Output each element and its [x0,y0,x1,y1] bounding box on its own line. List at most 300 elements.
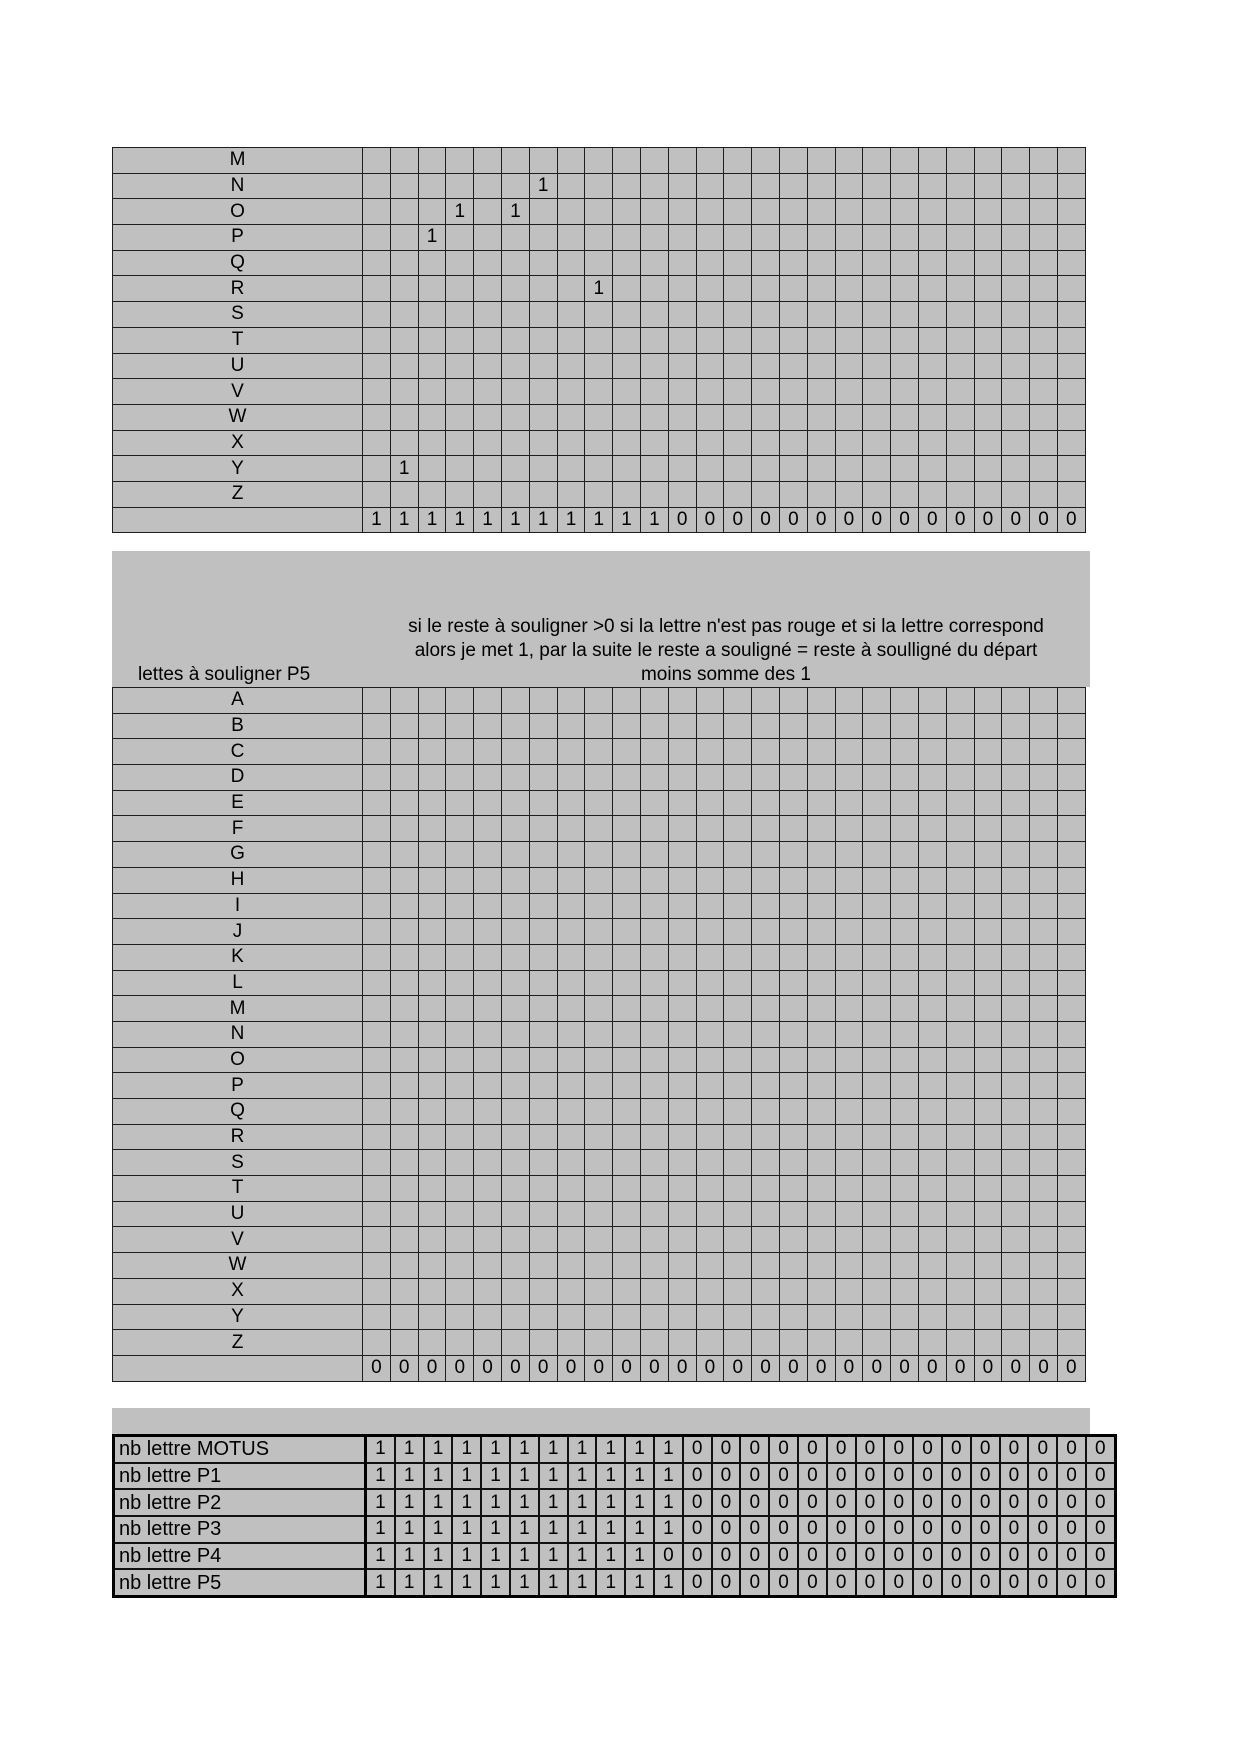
grid-cell[interactable] [501,816,529,842]
grid-cell[interactable] [918,199,946,225]
grid-cell[interactable] [835,1124,863,1150]
grid-cell[interactable]: 0 [740,1489,769,1516]
grid-cell[interactable]: 0 [827,1569,856,1596]
grid-cell[interactable]: 0 [712,1543,741,1570]
grid-cell[interactable]: 1 [418,507,446,533]
grid-cell[interactable] [501,327,529,353]
grid-cell[interactable] [918,1227,946,1253]
grid-cell[interactable]: 0 [913,1489,942,1516]
grid-cell[interactable] [946,765,974,791]
grid-cell[interactable] [640,1278,668,1304]
grid-cell[interactable]: 0 [769,1543,798,1570]
grid-cell[interactable]: 0 [798,1516,827,1543]
grid-cell[interactable] [696,1278,724,1304]
grid-cell[interactable] [807,456,835,482]
grid-cell[interactable] [418,1150,446,1176]
grid-cell[interactable] [474,1201,502,1227]
grid-cell[interactable] [1057,1278,1085,1304]
grid-cell[interactable] [1057,1227,1085,1253]
grid-cell[interactable] [946,276,974,302]
grid-cell[interactable] [752,1150,780,1176]
grid-cell[interactable] [891,765,919,791]
row-label[interactable]: X [113,1278,363,1304]
grid-cell[interactable] [363,842,391,868]
grid-cell[interactable]: 1 [585,276,613,302]
grid-cell[interactable] [668,1201,696,1227]
grid-cell[interactable] [640,919,668,945]
grid-cell[interactable] [363,1227,391,1253]
grid-cell[interactable] [863,816,891,842]
grid-cell[interactable]: 1 [366,1436,395,1463]
grid-cell[interactable] [1057,919,1085,945]
grid-cell[interactable] [474,1150,502,1176]
grid-cell[interactable]: 1 [510,1436,539,1463]
grid-cell[interactable] [418,765,446,791]
grid-cell[interactable]: 1 [568,1489,597,1516]
grid-cell[interactable] [1030,1201,1058,1227]
grid-cell[interactable] [863,430,891,456]
grid-cell[interactable] [891,430,919,456]
row-label[interactable]: Z [113,1330,363,1356]
grid-cell[interactable] [529,713,557,739]
grid-cell[interactable] [474,353,502,379]
grid-cell[interactable] [501,379,529,405]
grid-cell[interactable] [863,688,891,714]
grid-cell[interactable]: 0 [946,507,974,533]
grid-cell[interactable]: 0 [769,1516,798,1543]
grid-cell[interactable] [807,353,835,379]
grid-cell[interactable] [363,1021,391,1047]
grid-cell[interactable] [613,1099,641,1125]
grid-cell[interactable] [529,790,557,816]
grid-cell[interactable] [390,1330,418,1356]
grid-cell[interactable] [668,327,696,353]
grid-cell[interactable] [696,765,724,791]
grid-cell[interactable] [585,456,613,482]
grid-cell[interactable] [891,1124,919,1150]
grid-cell[interactable]: 1 [424,1569,453,1596]
grid-cell[interactable] [752,302,780,328]
grid-cell[interactable] [752,1073,780,1099]
grid-cell[interactable] [891,739,919,765]
grid-cell[interactable] [974,713,1002,739]
grid-cell[interactable] [446,1176,474,1202]
grid-cell[interactable] [807,893,835,919]
grid-cell[interactable] [1057,199,1085,225]
grid-cell[interactable] [1030,148,1058,174]
grid-cell[interactable] [946,225,974,251]
grid-cell[interactable] [446,302,474,328]
grid-cell[interactable] [501,1124,529,1150]
grid-cell[interactable] [390,816,418,842]
grid-cell[interactable] [1002,1330,1030,1356]
grid-cell[interactable] [1057,790,1085,816]
grid-cell[interactable]: 0 [891,507,919,533]
grid-cell[interactable] [363,1304,391,1330]
grid-cell[interactable]: 1 [501,507,529,533]
grid-cell[interactable] [1057,173,1085,199]
grid-cell[interactable] [1030,353,1058,379]
grid-cell[interactable]: 0 [913,1436,942,1463]
grid-cell[interactable] [363,430,391,456]
grid-cell[interactable] [390,379,418,405]
grid-cell[interactable] [613,1253,641,1279]
row-label[interactable]: U [113,353,363,379]
grid-cell[interactable] [585,1304,613,1330]
grid-cell[interactable] [446,1047,474,1073]
grid-cell[interactable] [918,250,946,276]
grid-cell[interactable] [668,1021,696,1047]
grid-cell[interactable] [446,1099,474,1125]
grid-cell[interactable] [585,996,613,1022]
grid-cell[interactable] [668,970,696,996]
grid-cell[interactable]: 1 [568,1463,597,1490]
grid-cell[interactable] [640,1047,668,1073]
grid-cell[interactable] [974,1330,1002,1356]
grid-cell[interactable]: 0 [1002,507,1030,533]
grid-cell[interactable]: 0 [827,1463,856,1490]
grid-cell[interactable] [557,199,585,225]
grid-cell[interactable] [613,481,641,507]
grid-cell[interactable] [807,919,835,945]
grid-cell[interactable] [1002,1150,1030,1176]
grid-cell[interactable] [752,481,780,507]
grid-cell[interactable] [585,173,613,199]
grid-cell[interactable] [891,944,919,970]
grid-cell[interactable]: 0 [683,1516,712,1543]
grid-cell[interactable]: 0 [971,1569,1000,1596]
grid-cell[interactable]: 0 [942,1543,971,1570]
grid-cell[interactable] [974,739,1002,765]
grid-cell[interactable] [640,1124,668,1150]
grid-cell[interactable] [974,1099,1002,1125]
grid-cell[interactable] [807,816,835,842]
grid-cell[interactable]: 0 [752,1355,780,1381]
grid-cell[interactable] [613,302,641,328]
grid-cell[interactable]: 1 [529,507,557,533]
grid-cell[interactable] [363,944,391,970]
grid-cell[interactable] [613,765,641,791]
grid-cell[interactable]: 0 [856,1436,885,1463]
grid-cell[interactable] [446,1253,474,1279]
grid-cell[interactable] [529,1073,557,1099]
grid-cell[interactable]: 1 [452,1463,481,1490]
grid-cell[interactable] [474,688,502,714]
grid-cell[interactable] [585,481,613,507]
grid-cell[interactable] [807,1201,835,1227]
grid-cell[interactable] [1030,790,1058,816]
grid-cell[interactable] [974,1176,1002,1202]
grid-cell[interactable] [696,1227,724,1253]
grid-cell[interactable] [891,353,919,379]
grid-cell[interactable] [946,867,974,893]
grid-cell[interactable]: 0 [712,1489,741,1516]
grid-cell[interactable] [779,790,807,816]
grid-cell[interactable] [696,148,724,174]
grid-cell[interactable] [1057,302,1085,328]
grid-cell[interactable] [779,404,807,430]
grid-cell[interactable]: 1 [625,1436,654,1463]
grid-cell[interactable] [474,1227,502,1253]
grid-cell[interactable] [1002,790,1030,816]
grid-cell[interactable] [557,842,585,868]
grid-cell[interactable] [918,1150,946,1176]
grid-cell[interactable] [918,816,946,842]
grid-cell[interactable] [640,944,668,970]
grid-cell[interactable] [974,250,1002,276]
grid-cell[interactable] [1030,739,1058,765]
grid-cell[interactable] [529,1304,557,1330]
grid-cell[interactable] [640,481,668,507]
grid-cell[interactable] [474,944,502,970]
grid-cell[interactable] [863,276,891,302]
grid-cell[interactable] [363,790,391,816]
grid-cell[interactable] [835,713,863,739]
grid-cell[interactable]: 0 [1057,1516,1086,1543]
grid-cell[interactable]: 0 [942,1463,971,1490]
grid-cell[interactable] [640,1021,668,1047]
grid-cell[interactable] [474,173,502,199]
grid-cell[interactable] [1002,893,1030,919]
grid-cell[interactable] [557,739,585,765]
grid-cell[interactable] [779,1150,807,1176]
grid-cell[interactable]: 1 [654,1569,683,1596]
grid-cell[interactable]: 0 [971,1436,1000,1463]
grid-cell[interactable] [668,739,696,765]
grid-cell[interactable] [891,996,919,1022]
grid-cell[interactable] [585,430,613,456]
grid-cell[interactable]: 0 [1057,1569,1086,1596]
grid-cell[interactable] [974,996,1002,1022]
grid-cell[interactable] [807,1304,835,1330]
grid-cell[interactable] [418,1021,446,1047]
grid-cell[interactable] [918,379,946,405]
grid-cell[interactable] [724,379,752,405]
grid-cell[interactable] [501,1278,529,1304]
grid-cell[interactable]: 1 [596,1516,625,1543]
grid-cell[interactable] [474,1176,502,1202]
grid-cell[interactable]: 1 [654,1436,683,1463]
grid-cell[interactable] [613,456,641,482]
grid-cell[interactable] [891,481,919,507]
grid-cell[interactable] [891,842,919,868]
grid-cell[interactable] [1030,379,1058,405]
row-label[interactable]: O [113,199,363,225]
grid-cell[interactable] [918,353,946,379]
grid-cell[interactable] [557,148,585,174]
grid-cell[interactable] [640,713,668,739]
grid-cell[interactable] [585,250,613,276]
grid-cell[interactable] [863,1099,891,1125]
grid-cell[interactable] [668,148,696,174]
grid-cell[interactable]: 0 [918,1355,946,1381]
grid-cell[interactable]: 0 [1028,1463,1057,1490]
grid-cell[interactable] [501,1304,529,1330]
grid-cell[interactable] [1030,944,1058,970]
grid-cell[interactable] [418,713,446,739]
grid-cell[interactable] [752,893,780,919]
grid-cell[interactable] [613,276,641,302]
row-label[interactable]: J [113,919,363,945]
grid-cell[interactable]: 0 [884,1569,913,1596]
grid-cell[interactable] [363,1201,391,1227]
grid-cell[interactable] [696,327,724,353]
grid-cell[interactable]: 1 [424,1463,453,1490]
grid-cell[interactable]: 1 [424,1489,453,1516]
grid-cell[interactable] [946,996,974,1022]
grid-cell[interactable] [752,353,780,379]
grid-cell[interactable] [696,790,724,816]
grid-cell[interactable] [363,919,391,945]
grid-cell[interactable] [501,688,529,714]
grid-cell[interactable]: 0 [856,1516,885,1543]
grid-cell[interactable] [390,765,418,791]
grid-cell[interactable] [418,816,446,842]
grid-cell[interactable] [390,353,418,379]
grid-cell[interactable] [1030,199,1058,225]
grid-cell[interactable] [974,276,1002,302]
grid-cell[interactable]: 1 [366,1569,395,1596]
grid-cell[interactable] [835,1021,863,1047]
grid-cell[interactable] [835,148,863,174]
grid-cell[interactable] [863,867,891,893]
grid-cell[interactable] [390,867,418,893]
grid-cell[interactable] [501,919,529,945]
grid-cell[interactable] [390,739,418,765]
grid-cell[interactable] [585,842,613,868]
grid-cell[interactable] [752,919,780,945]
grid-cell[interactable] [724,173,752,199]
row-label[interactable]: U [113,1201,363,1227]
grid-cell[interactable] [752,944,780,970]
grid-cell[interactable] [1002,919,1030,945]
grid-cell[interactable] [1030,1073,1058,1099]
grid-cell[interactable] [529,688,557,714]
grid-cell[interactable] [418,1099,446,1125]
grid-cell[interactable]: 1 [452,1489,481,1516]
grid-cell[interactable] [363,199,391,225]
grid-cell[interactable] [918,481,946,507]
grid-cell[interactable] [529,430,557,456]
grid-cell[interactable] [418,404,446,430]
grid-cell[interactable] [1057,816,1085,842]
grid-cell[interactable] [668,867,696,893]
grid-cell[interactable] [613,970,641,996]
grid-cell[interactable] [390,1176,418,1202]
grid-cell[interactable] [529,739,557,765]
grid-cell[interactable] [918,1278,946,1304]
grid-cell[interactable] [835,302,863,328]
grid-cell[interactable] [640,1099,668,1125]
grid-cell[interactable] [418,1304,446,1330]
grid-cell[interactable]: 1 [625,1463,654,1490]
grid-cell[interactable] [501,1047,529,1073]
grid-cell[interactable] [668,944,696,970]
grid-cell[interactable] [974,302,1002,328]
grid-cell[interactable] [585,199,613,225]
grid-cell[interactable] [779,1330,807,1356]
grid-cell[interactable] [501,173,529,199]
grid-cell[interactable] [557,970,585,996]
grid-cell[interactable] [390,481,418,507]
grid-cell[interactable] [418,867,446,893]
grid-cell[interactable] [835,970,863,996]
grid-cell[interactable] [835,842,863,868]
grid-cell[interactable] [613,713,641,739]
grid-cell[interactable] [613,919,641,945]
grid-cell[interactable] [446,225,474,251]
grid-cell[interactable]: 1 [395,1543,424,1570]
grid-cell[interactable] [918,225,946,251]
grid-cell[interactable] [863,1304,891,1330]
grid-cell[interactable] [557,1021,585,1047]
grid-cell[interactable] [724,456,752,482]
grid-cell[interactable]: 0 [712,1569,741,1596]
grid-cell[interactable]: 0 [740,1463,769,1490]
grid-cell[interactable] [835,481,863,507]
grid-cell[interactable] [1002,1227,1030,1253]
grid-cell[interactable] [363,276,391,302]
grid-cell[interactable]: 0 [1086,1463,1115,1490]
grid-cell[interactable] [529,867,557,893]
row-label[interactable]: N [113,1021,363,1047]
grid-cell[interactable] [390,970,418,996]
grid-cell[interactable] [446,404,474,430]
grid-cell[interactable] [891,1047,919,1073]
grid-cell[interactable] [474,790,502,816]
grid-cell[interactable] [1002,379,1030,405]
grid-cell[interactable] [724,430,752,456]
grid-cell[interactable] [724,739,752,765]
grid-cell[interactable] [863,1124,891,1150]
grid-cell[interactable] [640,1150,668,1176]
grid-cell[interactable] [974,1278,1002,1304]
grid-cell[interactable] [946,1330,974,1356]
grid-cell[interactable] [474,1124,502,1150]
grid-cell[interactable] [557,353,585,379]
grid-cell[interactable] [946,1047,974,1073]
grid-cell[interactable] [613,250,641,276]
grid-cell[interactable] [891,790,919,816]
row-label[interactable]: F [113,816,363,842]
grid-cell[interactable] [918,1304,946,1330]
grid-cell[interactable] [696,1253,724,1279]
grid-cell[interactable] [613,1227,641,1253]
grid-cell[interactable]: 1 [395,1463,424,1490]
grid-cell[interactable] [640,148,668,174]
grid-cell[interactable] [446,970,474,996]
grid-cell[interactable] [807,379,835,405]
grid-cell[interactable]: 0 [740,1436,769,1463]
grid-cell[interactable] [529,250,557,276]
grid-cell[interactable]: 0 [798,1489,827,1516]
grid-cell[interactable]: 1 [446,199,474,225]
grid-cell[interactable]: 0 [856,1543,885,1570]
grid-cell[interactable] [585,379,613,405]
grid-cell[interactable]: 1 [395,1516,424,1543]
grid-cell[interactable] [446,996,474,1022]
grid-cell[interactable]: 0 [884,1489,913,1516]
grid-cell[interactable] [613,944,641,970]
grid-cell[interactable] [779,1304,807,1330]
grid-cell[interactable] [501,739,529,765]
grid-cell[interactable] [501,225,529,251]
grid-cell[interactable] [1002,842,1030,868]
grid-cell[interactable] [724,250,752,276]
grid-cell[interactable] [891,1201,919,1227]
grid-cell[interactable] [807,1253,835,1279]
grid-cell[interactable] [418,1201,446,1227]
